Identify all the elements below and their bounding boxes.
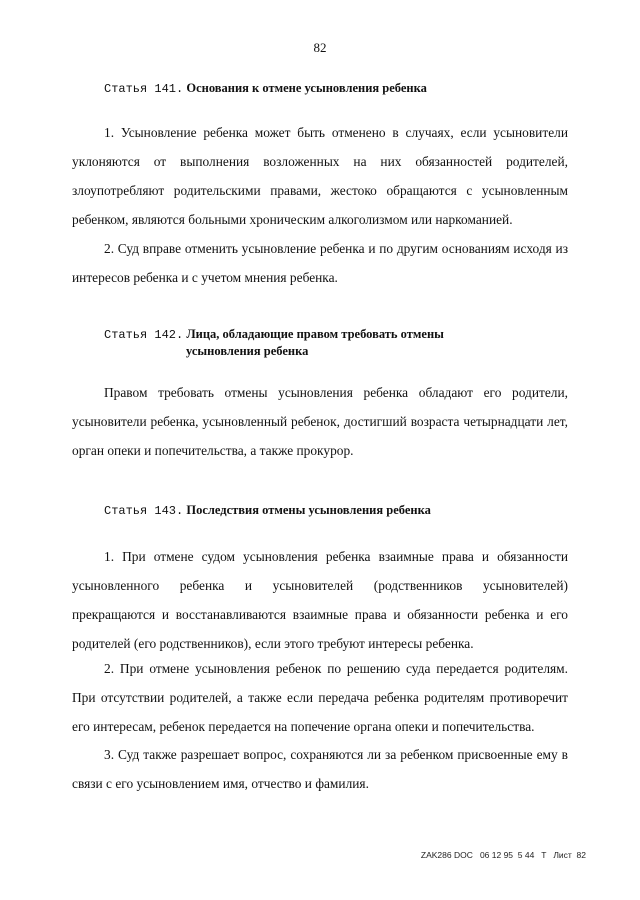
article-142-title-line-2: усыновления ребенка — [186, 344, 309, 358]
article-143-title: Последствия отмены усыновления ребенка — [186, 503, 431, 517]
article-142-paragraph-1: Правом требовать отмены усыновления ребенка обладают его родители, усыновители ребенка, усыновленный ребенок, достигший возраста четырнадцати лет, орган опеки и попечительства, а также прокурор. — [72, 385, 568, 458]
article-141-paragraph-2: 2. Суд вправе отменить усыновление ребенка и по другим основаниям исходя из интересов ребенка и с учетом мнения ребенка. — [72, 241, 568, 285]
article-143-paragraph-2: 2. При отмене усыновления ребенок по решению суда передается родителям. При отсутствии родителей, а также если передача ребенка родителям противоречит его интересам, ребенок передается на попечение органа опеки и попечительства. — [72, 661, 568, 734]
article-141-paragraph-1: 1. Усыновление ребенка может быть отменено в случаях, если усыновители уклоняются от выполнения возложенных на них обязанностей родителей, злоупотребляют родительскими правами, жестоко обращаются с усыновленным ребенком, являются больными хроническим алкоголизмом или наркоманией. — [72, 125, 568, 227]
article-142-number: Статья 142. — [104, 328, 184, 342]
page-number: 82 — [313, 40, 327, 55]
article-143-number: Статья 143. — [104, 504, 184, 518]
article-142-heading — [104, 326, 584, 359]
article-142-title-line-1: Лица, обладающие правом требовать отмены — [186, 327, 444, 341]
article-141-number: Статья 141. — [104, 82, 184, 96]
article-141-title: Основания к отмене усыновления ребенка — [186, 81, 427, 95]
article-143-paragraph-3: 3. Суд также разрешает вопрос, сохраняются ли за ребенком присвоенные ему в связи с его усыновлением имя, отчество и фамилия. — [72, 747, 568, 791]
footer-document-code: ZAK286 DOC 06 12 95 5 44 T Лист 82 — [420, 850, 586, 860]
article-141-heading — [104, 80, 584, 97]
article-143-heading — [104, 502, 584, 519]
article-143-paragraph-1: 1. При отмене судом усыновления ребенка взаимные права и обязанности усыновленного ребенка и усыновителей (родственников усыновителей) прекращаются и восстанавливаются взаимные права и обязанности ребенка и его родителей (его родственников), если этого требуют интересы ребенка. — [72, 549, 568, 651]
